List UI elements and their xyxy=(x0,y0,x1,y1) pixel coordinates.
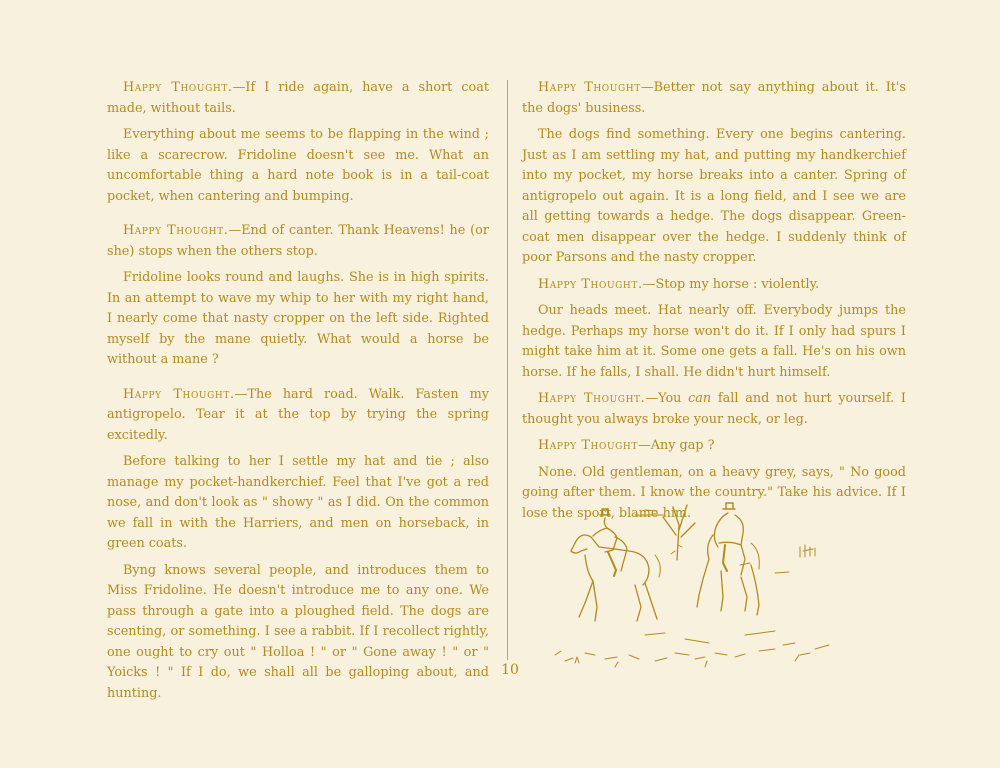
paragraph xyxy=(107,125,489,207)
paragraph-text: Our heads meet. Hat nearly off. Everybody jumps the hedge. Perhaps my horse won't do it. If I only had spurs I might take him at it. Some one gets a fall. He's on his own horse. If he falls, I shall. He didn't hurt himself. xyxy=(522,303,906,380)
paragraph-text: —Stop my horse : violently. xyxy=(642,276,820,292)
two-huntsmen-on-horseback-illustration xyxy=(545,485,845,677)
paragraph xyxy=(107,78,489,119)
paragraph-text: The dogs find something. Every one begins cantering. Just as I am settling my hat, and putting my handkerchief into my pocket, my horse breaks into a canter. Spring of antigropelo out again. It is a long field, and I see we are all getting towards a hedge. The dogs disappear. Green-coat men disappear over the hedge. I suddenly think of poor Parsons and the nasty cropper. xyxy=(522,127,906,265)
paragraph xyxy=(522,436,906,457)
paragraph-text: —Any gap ? xyxy=(637,438,715,453)
right-horse-and-rider xyxy=(697,503,759,615)
page-number: 10 xyxy=(501,662,519,678)
happy-thought-lead: Happy Thought. xyxy=(123,223,229,238)
happy-thought-lead: Happy Thought. xyxy=(123,80,233,95)
happy-thought-lead: Happy Thought. xyxy=(538,276,643,292)
paragraph-text: fall and not hurt yourself. I thought you always broke your neck, or leg. xyxy=(522,391,906,427)
happy-thought-lead: Happy Thought. xyxy=(538,391,646,406)
left-horse-and-rider xyxy=(571,509,660,621)
tree-sketch xyxy=(635,505,695,560)
paragraph-text: —The hard road. Walk. Fasten my antigropelo. Tear it at the top by trying the spring excitedly. xyxy=(107,386,489,443)
paragraph xyxy=(107,268,489,371)
paragraph-text: Before talking to her I settle my hat and tie ; also manage my pocket-handkerchief. Feel that I've got a red nose, and don't look as " showy " as I did. On the common we fall in with the Harriers, and men on horseback, in green coats. xyxy=(107,454,489,551)
paragraph xyxy=(107,221,489,262)
paragraph-text: Everything about me seems to be flapping in the wind ; like a scarecrow. Fridoline doesn't see me. What an uncomfortable thing a hard note book is in a tail-coat pocket, when cantering and bumping. xyxy=(107,127,489,204)
hedge-sketch xyxy=(740,545,815,573)
paragraph xyxy=(522,389,906,430)
column-divider xyxy=(507,80,508,660)
happy-thought-lead: Happy Thought. xyxy=(123,386,235,402)
happy-thought-lead: Happy Thought xyxy=(538,80,641,95)
paragraph-text: Fridoline looks round and laughs. She is in high spirits. In an attempt to wave my whip to her with my right hand, I nearly come that nasty cropper on the left side. Righted myself by the mane quietly. What would a horse be without a mane ? xyxy=(107,270,489,367)
paragraph xyxy=(107,385,489,447)
paragraph-text: —Better not say anything about it. It's the dogs' business. xyxy=(522,80,906,116)
paragraph xyxy=(522,78,906,119)
paragraph xyxy=(522,301,906,383)
paragraph-text: —You xyxy=(645,391,689,406)
paragraph xyxy=(522,275,906,296)
paragraph-text: —End of canter. Thank Heavens! he (or she) stops when the others stop. xyxy=(107,223,489,259)
paragraph-text: —If I ride again, have a short coat made, without tails. xyxy=(107,80,490,116)
paragraph-text: Byng knows several people, and introduces them to Miss Fridoline. He doesn't introduce me to any one. We pass through a gate into a ploughed field. The dogs are scenting, or something. I see a rabbit. If I recollect rightly, one ought to cry out " Holloa ! " or " Gone away ! " or " Yoicks ! " If I do, we shall all be galloping about, and hunting. xyxy=(107,562,489,701)
paragraph xyxy=(522,125,906,269)
left-column xyxy=(107,78,489,704)
emphasis-text: can xyxy=(688,391,712,406)
paragraph xyxy=(107,561,489,705)
paragraph xyxy=(107,452,489,555)
ground-sketch xyxy=(555,631,829,667)
right-column xyxy=(522,78,906,524)
paragraph-text: None. Old gentleman, on a heavy grey, says, " No good going after them. I know the country." Take his advice. If I lose the sport, blame him. xyxy=(522,464,906,521)
happy-thought-lead: Happy Thought xyxy=(538,438,638,453)
